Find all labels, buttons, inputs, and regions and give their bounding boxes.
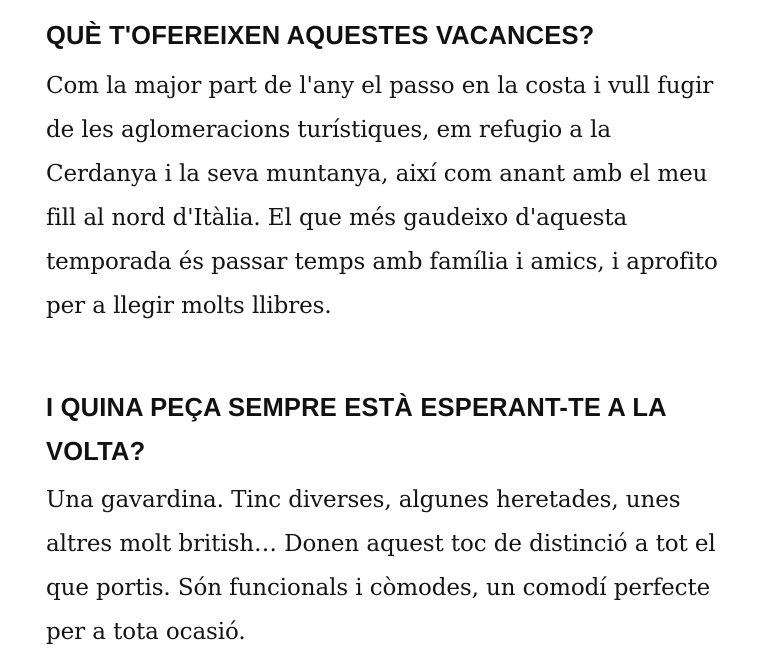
section-spacer xyxy=(46,328,724,386)
answer-paragraph-2: Una gavardina. Tinc diverses, algunes heretades, unes altres molt british… Donen aquest toc de distinció a tot el que portis. Són funcionals i còmodes, un comodí perfecte per a tota ocasió. xyxy=(46,487,716,645)
qa-block-1 xyxy=(46,14,724,328)
answer-paragraph-1: Com la major part de l'any el passo en la costa i vull fugir de les aglomeracions turístiques, em refugio a la Cerdanya i la seva muntanya, així com anant amb el meu fill al nord d'Itàlia. El que més gaudeixo d'aquesta temporada és passar temps amb família i amics, i aprofito per a llegir molts llibres. xyxy=(46,73,718,319)
question-heading-1: QUÈ T'OFEREIXEN AQUESTES VACANCES? xyxy=(46,22,595,50)
question-heading-2: I QUINA PEÇA SEMPRE ESTÀ ESPERANT-TE A LA VOLTA? xyxy=(46,394,666,466)
qa-block-2 xyxy=(46,386,724,654)
